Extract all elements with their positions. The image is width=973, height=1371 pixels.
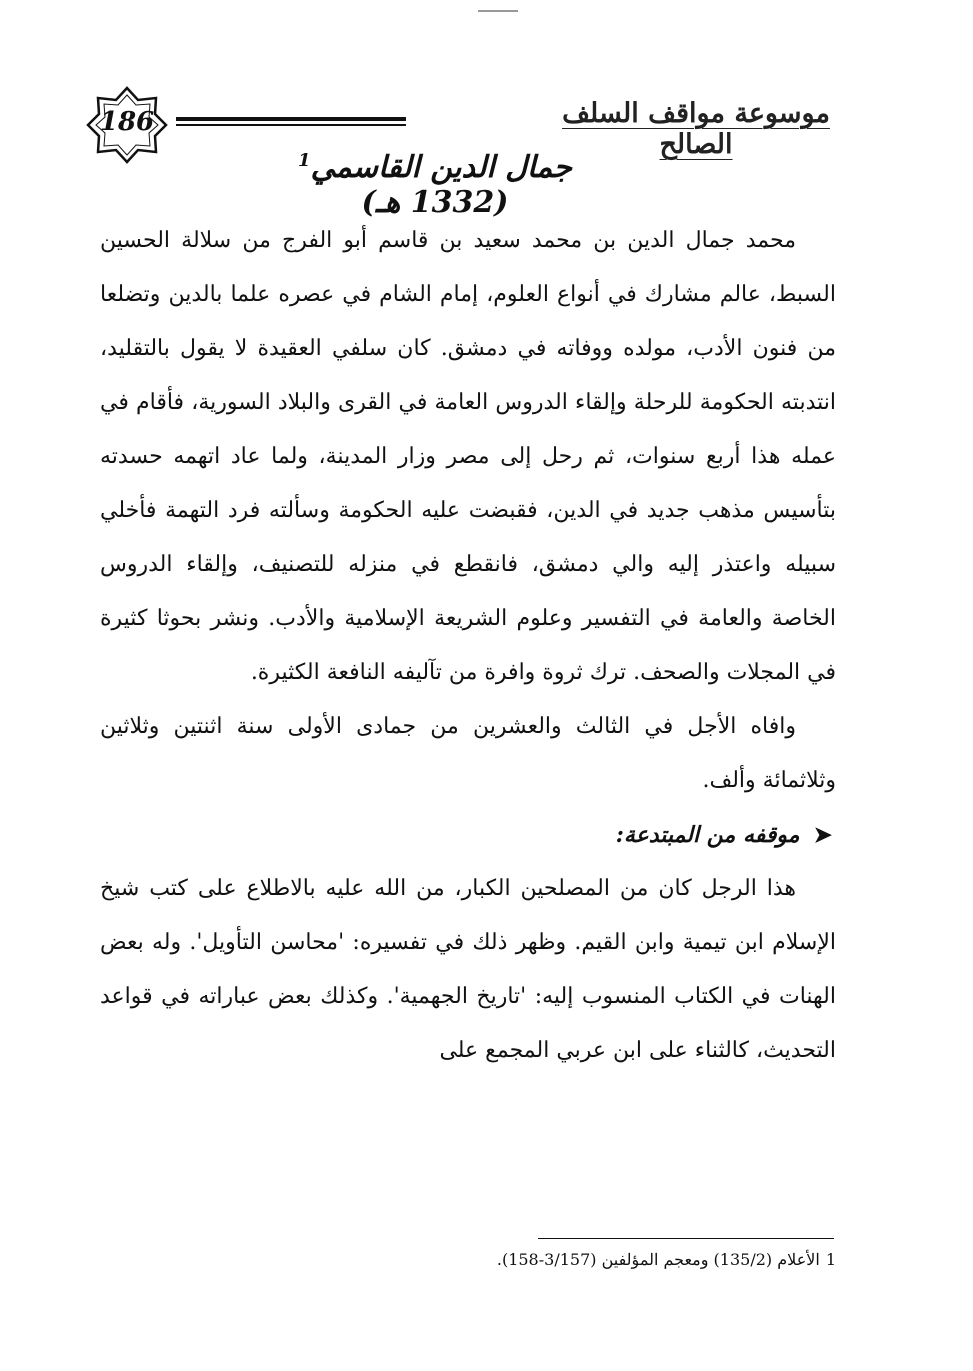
section-paragraph: هذا الرجل كان من المصلحين الكبار، من الله عليه بالاطلاع على كتب شيخ الإسلام ابن تيمية وابن القيم. وظهر ذلك في تفسيره: 'محاسن التأويل'. وله بعض الهنات في الكتاب المنسوب إليه: 'تاريخ الجهمية'. وكذلك بعض عباراته في قواعد التحديث، كالثناء على ابن عربي المجمع على <box>100 876 836 1063</box>
page-number: 186 <box>99 107 155 137</box>
body-text <box>100 214 836 1078</box>
section-heading <box>100 808 836 862</box>
arrow-bullet-icon: ➤ <box>813 822 832 848</box>
footnote-divider <box>538 1238 834 1239</box>
footnote-number: 1 <box>825 1250 836 1269</box>
death-paragraph: وافاه الأجل في الثالث والعشرين من جمادى الأولى سنة اثنتين وثلاثين وثلاثمائة وألف. <box>100 714 836 793</box>
chapter-title <box>250 150 620 220</box>
biography-paragraph: محمد جمال الدين بن محمد سعيد بن قاسم أبو الفرج من سلالة الحسين السبط، عالم مشارك في أنواع العلوم، إمام الشام في عصره علما بالدين وتضلعا من فنون الأدب، مولده ووفاته في دمشق. كان سلفي العقيدة لا يقول بالتقليد، انتدبته الحكومة للرحلة وإلقاء الدروس العامة في القرى والبلاد السورية، فأقام في عمله هذا أربع سنوات، ثم رحل إلى مصر وزار المدينة، ولما عاد اتهمه حسدته بتأسيس مذهب جديد في الدين، فقبضت عليه الحكومة وسألته فرد التهمة فأخلي سبيله واعتذر إليه والي دمشق، فانقطع في منزله للتصنيف، وإلقاء الدروس الخاصة والعامة في التفسير وعلوم الشريعة الإسلامية والأدب. ونشر بحوثا كثيرة في المجلات والصحف. ترك ثروة وافرة من تآليفه النافعة الكثيرة. <box>100 228 836 685</box>
footnote-text: الأعلام (135/2) ومعجم المؤلفين (3/157-158). <box>496 1250 820 1269</box>
section-heading-text: موقفه من المبتدعة: <box>615 822 800 848</box>
header-rule-thin <box>176 124 406 126</box>
series-title: موسوعة مواقف السلف الصالح <box>562 98 830 160</box>
header-rule <box>176 117 406 121</box>
chapter-years: (1332 هـ) <box>361 185 509 220</box>
top-margin-mark <box>478 10 518 12</box>
chapter-name: جمال الدين القاسمي <box>310 150 572 185</box>
footnote <box>420 1248 836 1272</box>
footnote-marker: 1 <box>298 150 311 171</box>
